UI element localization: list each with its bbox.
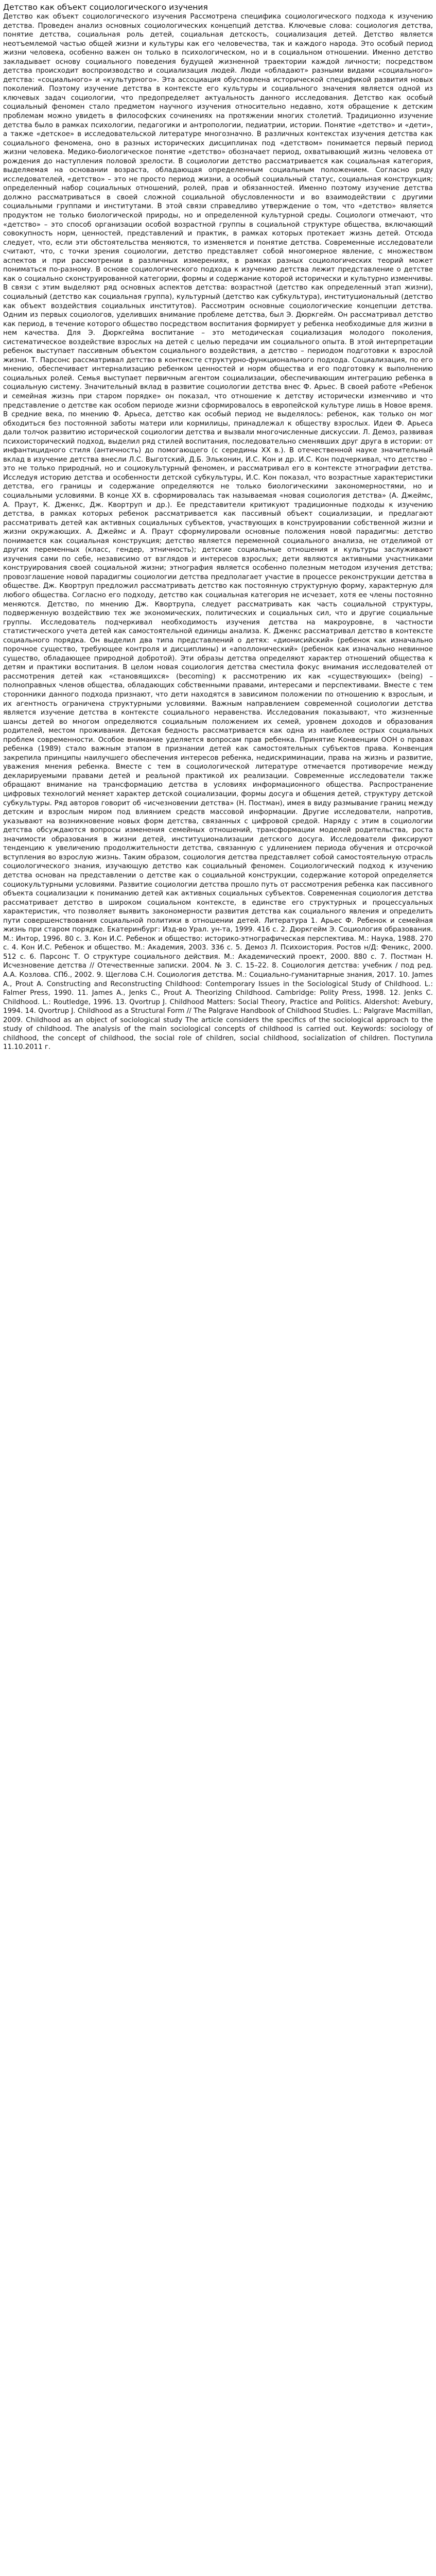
- document-title: Детство как объект социологического изучения: [3, 3, 208, 12]
- document-body-text: Детство как объект социологического изучения Рассмотрена специфика социологического подхода к изучению детства. Проведен анализ основных социологических концепций детства. Ключевые слова: социология детства, понятие детства, социальная роль детей, социальная детскость, социализация детей. Детство является неотъемлемой частью общей жизни и культуры как его человечества, так и каждого народа. Это особый период жизни человека, особенно важен он только в психологическом, но и в социальном отношении. Именно детство закладывает основу социального поведения будущей жизненной траектории каждой личности; посредством детства происходит воспроизводство и социализация людей. Люди «обладают» разными видами «социального» детства: «социального» и «культурного». Эта ассоциация обусловлена исторической спецификой развития новых поколений. Поэтому изучение детства в контексте его культуры и социального значения является одной из ключевых задач социологии, что предопределяет актуальность данного исследования. Детство как особый социальный феномен стало предметом научного изучения относительно недавно, хотя обращение к детским проблемам можно увидеть в философских сочинениях на протяжении многих столетий. Традиционно изучение детства было в рамках психологии, педагогики и антропологии, педиатрии, истории. Понятие «детство» и «дети», а также «детское» в исследовательской литературе многозначно. В различных контекстах изучения детства как социального феномена, оно в разных исторических дисциплинах под «детством» понимается первый период жизни человека. Медико-биологическое понятие «детство» обозначает период, охватывающий жизнь человека от рождения до наступления половой зрелости. В социологии детство рассматривается как социальная категория, выделяемая на основании возраста, обладающая определенным социальным положением. Согласно ряду исследователей, «детство» – это не просто период жизни, а особый социальный статус, социальная конструкция; определенный набор социальных отношений, ролей, прав и обязанностей. Именно поэтому изучение детства должно рассматриваться в своей сложной социальной обусловленности и во взаимодействии с другими социальными группами и институтами. В этой связи справедливо утверждение о том, что «детство» является продуктом не только биологической природы, но и определенной культурной среды. Социологи отмечают, что «детство» – это способ организации особой возрастной группы в социальной структуре общества, включающий совокупность норм, ценностей, представлений и практик, в рамках которых протекает жизнь детей. Отсюда следует, что, если эти обстоятельства меняются, то изменяется и понятие детства. Современные исследователи считают, что, с точки зрения социологии, детство представляет собой многомерное явление, с множеством аспектов и при рассмотрении в различных измерениях, в рамках разных социологических теорий может пониматься по-разному. В основе социологического подхода к изучению детства лежит представление о детстве как о социально сконструированной категории, формы и содержание которой исторически и культурно изменчивы. В связи с этим выделяют ряд основных аспектов детства: возрастной (детство как определенный этап жизни), социальный (детство как социальная группа), культурный (детство как субкультура), институциональный (детство как объект воздействия социальных институтов). Рассмотрим основные социологические концепции детства. Одним из первых социологов, уделивших внимание проблеме детства, был Э. Дюркгейм. Он рассматривал детство как период, в течение которого общество посредством воспитания формирует у ребенка необходимые для жизни в нем качества. Для Э. Дюркгейма воспитание – это методическая социализация молодого поколения, систематическое воздействие взрослых на детей с целью передачи им социального опыта. В этой интерпретации ребенок выступает пассивным объектом социального воздействия, а детство – периодом подготовки к взрослой жизни. Т. Парсонс рассматривал детство в контексте структурно-функционального подхода. Социализация, по его мнению, обеспечивает интернализацию ребенком ценностей и норм общества и его подготовку к выполнению социальных ролей. Семья выступает первичным агентом социализации, обеспечивающим интеграцию ребенка в социальную систему. Значительный вклад в развитие социологии детства внес Ф. Арьес. В своей работе «Ребенок и семейная жизнь при старом порядке» он показал, что отношение к детству исторически изменчиво и что представление о детстве как особом периоде жизни сформировалось в европейской культуре лишь в Новое время. В средние века, по мнению Ф. Арьеса, детство как особый период не выделялось: ребенок, как только он мог обходиться без постоянной заботы матери или кормилицы, принадлежал к обществу взрослых. Идеи Ф. Арьеса дали толчок развитию исторической социологии детства и вызвали многочисленные дискуссии. Л. Демоз, развивая психоисторический подход, выделил ряд стилей воспитания, последовательно сменявших друг друга в истории: от инфантицидного стиля (античность) до помогающего (с середины XX в.). В отечественной науке значительный вклад в изучение детства внесли Л.С. Выготский, Д.Б. Эльконин, И.С. Кон и др. И.С. Кон подчеркивал, что детство – это не только природный, но и социокультурный феномен, и рассматривал его в контексте этнографии детства. Исследуя историю детства и особенности детской субкультуры, И.С. Кон показал, что возрастные характеристики детства, его границы и содержание определяются не только биологическими закономерностями, но и социальными условиями. В конце XX в. сформировалась так называемая «новая социология детства» (А. Джеймс, А. Праут, К. Дженкс, Дж. Квортруп и др.). Ее представители критикуют традиционные подходы к изучению детства, в рамках которых ребенок рассматривается как пассивный объект социализации, и предлагают рассматривать детей как активных социальных субъектов, участвующих в конструировании собственной жизни и жизни окружающих. А. Джеймс и А. Праут сформулировали основные положения новой парадигмы: детство понимается как социальная конструкция; детство является переменной социального анализа, не отделимой от других переменных (класс, гендер, этничность); детские социальные отношения и культуры заслуживают изучения сами по себе, независимо от взглядов и интересов взрослых; дети являются активными участниками конструирования своей социальной жизни; этнография является особенно полезным методом изучения детства; провозглашение новой парадигмы социологии детства предполагает участие в процессе реконструкции детства в обществе. Дж. Квортруп предложил рассматривать детство как постоянную структурную форму, характерную для любого общества. Согласно его подходу, детство как социальная категория не исчезает, хотя ее члены постоянно меняются. Детство, по мнению Дж. Квортрупа, следует рассматривать как часть социальной структуры, подверженную воздействию тех же экономических, политических и социальных сил, что и другие социальные группы. Исследователь подчеркивал необходимость изучения детства на макроуровне, в частности статистического учета детей как самостоятельной единицы анализа. К. Дженкс рассматривал детство в контексте социального порядка. Он выделил два типа представлений о детях: «дионисийский» (ребенок как изначально порочное существо, требующее контроля и дисциплины) и «аполлонический» (ребенок как изначально невинное существо, обладающее природной добротой). Эти образы детства определяют характер отношений общества к детям и практики воспитания. В целом новая социология детства сместила фокус внимания исследователей от рассмотрения детей как «становящихся» (becoming) к рассмотрению их как «существующих» (being) – полноправных членов общества, обладающих собственными правами, интересами и перспективами. Вместе с тем сторонники данного подхода признают, что дети находятся в зависимом положении по отношению к взрослым, и их агентность ограничена структурными условиями. Важным направлением современной социологии детства является изучение детства в контексте социального неравенства. Исследования показывают, что жизненные шансы детей во многом определяются социальным положением их семей, уровнем доходов и образования родителей, местом проживания. Детская бедность рассматривается как одна из наиболее острых социальных проблем современности. Особое внимание уделяется вопросам прав ребенка. Принятие Конвенции ООН о правах ребенка (1989) стало важным этапом в признании детей как самостоятельных субъектов права. Конвенция закрепила принципы наилучшего обеспечения интересов ребенка, недискриминации, права на жизнь и развитие, уважения мнения ребенка. Вместе с тем в социологической литературе отмечается противоречие между декларируемыми правами детей и реальной практикой их реализации. Современные исследователи также обращают внимание на трансформацию детства в условиях информационного общества. Распространение цифровых технологий меняет характер детской социализации, формы досуга и общения детей, структуру детской субкультуры. Ряд авторов говорит об «исчезновении детства» (Н. Постман), имея в виду размывание границ между детским и взрослым миром под влиянием средств массовой информации. Другие исследователи, напротив, указывают на возникновение новых форм детства, связанных с цифровой средой. Наряду с этим в социологии детства обсуждаются вопросы изменения семейных отношений, трансформации моделей родительства, роста значимости образования в жизни детей, институционализации детского досуга. Исследователи фиксируют тенденцию к увеличению продолжительности детства, связанную с удлинением периода обучения и отсрочкой вступления во взрослую жизнь. Таким образом, социология детства представляет собой самостоятельную отрасль социологического знания, изучающую детство как социальный феномен. Социологический подход к изучению детства основан на представлении о детстве как о социальной конструкции, содержание которой определяется социокультурными условиями. Развитие социологии детства прошло путь от рассмотрения ребенка как пассивного объекта социализации к пониманию детей как активных социальных субъектов. Современная социология детства рассматривает детство в широком социальном контексте, в единстве его структурных и процессуальных характеристик, что позволяет выявить закономерности развития детства как социального явления и определить пути совершенствования социальной политики в отношении детей. Литература 1. Арьес Ф. Ребенок и семейная жизнь при старом порядке. Екатеринбург: Изд-во Урал. ун-та, 1999. 416 с. 2. Дюркгейм Э. Социология образования. М.: Интор, 1996. 80 с. 3. Кон И.С. Ребенок и общество: историко-этнографическая перспектива. М.: Наука, 1988. 270 с. 4. Кон И.С. Ребенок и общество. М.: Академия, 2003. 336 с. 5. Демоз Л. Психоистория. Ростов н/Д: Феникс, 2000. 512 с. 6. Парсонс Т. О структуре социального действия. М.: Академический проект, 2000. 880 с. 7. Постман Н. Исчезновение детства // Отечественные записки. 2004. № 3. С. 15–22. 8. Социология детства: учебник / под ред. А.А. Козлова. СПб., 2002. 9. Щеглова С.Н. Социология детства. М.: Социально-гуманитарные знания, 2017. 10. James A., Prout A. Constructing and Reconstructing Childhood: Contemporary Issues in the Sociological Study of Childhood. L.: Falmer Press, 1990. 11. James A., Jenks C., Prout A. Theorizing Childhood. Cambridge: Polity Press, 1998. 12. Jenks C. Childhood. L.: Routledge, 1996. 13. Qvortrup J. Childhood Matters: Social Theory, Practice and Politics. Aldershot: Avebury, 1994. 14. Qvortrup J. Childhood as a Structural Form // The Palgrave Handbook of Childhood Studies. L.: Palgrave Macmillan, 2009. Childhood as an object of sociological study The article considers the specifics of the sociological approach to the study of childhood. The analysis of the main sociological concepts of childhood is carried out. Keywords: sociology of childhood, the concept of childhood, the social role of children, social childhood, socialization of children. Поступила 11.10.2011 г.: [3, 13, 433, 1052]
- document-body: [3, 12, 433, 1052]
